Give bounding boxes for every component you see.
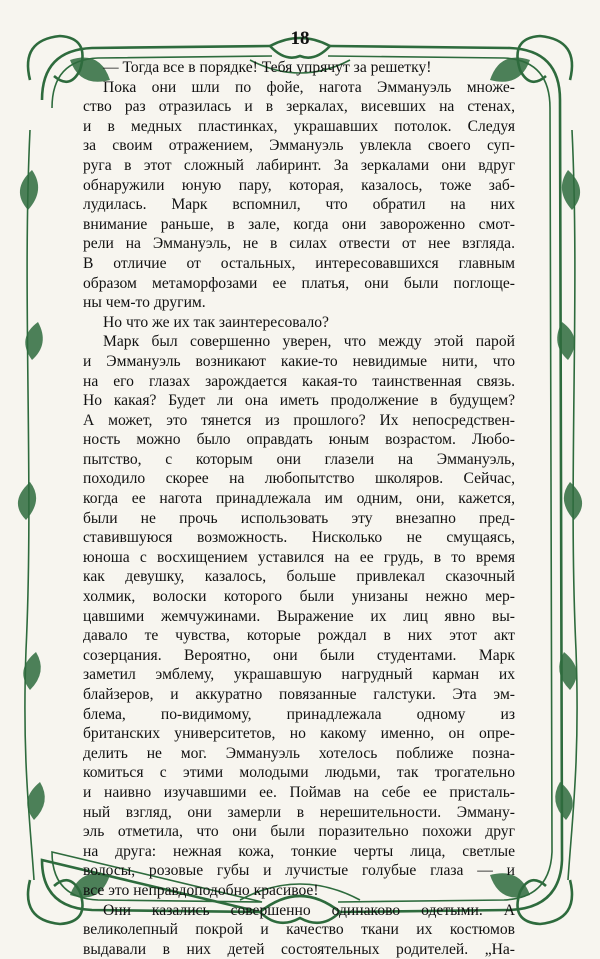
body-text [83, 58, 515, 959]
text-line: юноша с восхищением уставился на ее грудь, в то время [83, 548, 515, 566]
text-line: холмик, волоски которого были унизаны нежно мер- [83, 588, 515, 606]
text-line: и наивно изучавшими ее. Поймав на себе ее присталь- [83, 783, 515, 801]
text-line: давало те чувства, которые рождал в них этот акт [83, 627, 515, 645]
page-number: 18 [290, 28, 310, 49]
text-line: пытство, с которым они глазели на Эммануэль, [83, 450, 515, 468]
text-line: как девушку, казалось, больше привлекал сказочный [83, 568, 515, 586]
text-line: комиться с этими молодыми людьми, так трогательно [83, 764, 515, 782]
text-line: волосы, розовые губы и лучистые голубые глаза — и [83, 862, 515, 880]
text-line: на друга: нежная кожа, тонкие черты лица, светлые [83, 842, 515, 860]
text-line: великолепный покрой и качество ткани их костюмов [83, 921, 515, 939]
text-line: образом метаморфозами ее платья, они были поглоще- [83, 274, 515, 292]
text-line: были не прочь использовать эту внезапно пред- [83, 509, 515, 527]
text-line: внимание раньше, в зале, когда они завороженно смот- [83, 215, 515, 233]
text-line: ность можно было оправдать юным возрастом. Любо- [83, 431, 515, 449]
text-line: Марк был совершенно уверен, что между этой парой [103, 333, 515, 351]
text-line: — Тогда все в порядке! Тебя упрячут за решетку! [103, 59, 432, 76]
text-line: и Эммануэль возникают какие-то невидимые нити, что [83, 352, 515, 370]
text-line: Но какая? Будет ли она иметь продолжение в будущем? [83, 392, 515, 410]
text-line: цавшими жемчужинами. Выражение их лиц явно вы- [83, 607, 515, 625]
text-line: Они казались совершенно одинаково одетыми. А [103, 901, 515, 919]
text-line: и в медных пластинках, украшавших потолок. Следуя [83, 117, 515, 135]
text-line: Пока они шли по фойе, нагота Эммануэль множе- [103, 78, 515, 96]
text-line: блайзеров, и аккуратно повязанные галстуки. Эта эм- [83, 686, 515, 703]
text-line: обнаружили юную пару, которая, казалось, тоже заб- [83, 176, 515, 194]
text-line: В отличие от остальных, интересовавшихся главным [83, 254, 515, 272]
text-line: выдавали в них детей состоятельных родителей. „На- [83, 940, 515, 958]
text-line: руга в этот сложный лабиринт. За зеркалами они вдруг [83, 156, 515, 174]
text-line: когда ее нагота принадлежала им одним, они, кажется, [83, 490, 515, 508]
text-line: ставившуюся возможность. Нисколько не смущаясь, [83, 529, 515, 547]
text-line: все это неправдоподобно красивое! [83, 881, 319, 899]
text-line: делить не мог. Эммануэль хотелось поближе позна- [83, 744, 515, 762]
text-line: лудилась. Марк вспомнил, что обратил на них [83, 196, 515, 214]
text-line: А может, это тянется из прошлого? Их непосредствен- [83, 411, 515, 429]
text-line: ный взгляд, они замерли в нерешительности. Эмману- [83, 803, 515, 821]
text-line: на его глазах зарождается какая-то таинственная связь. [83, 372, 515, 390]
text-line: за своим отражением, Эммануэль увлекла своего суп- [83, 137, 515, 155]
text-line: британских университетов, но какому именно, он опре- [83, 725, 515, 743]
text-line: ство раз отразилась и в зеркалах, висевших на стенах, [83, 98, 515, 116]
text-line: Но что же их так заинтересовало? [103, 313, 329, 331]
text-line: рели на Эммануэль, не в силах отвести от нее взгляда. [83, 235, 515, 253]
text-line: блема, по-видимому, принадлежала одному из [83, 705, 515, 723]
text-line: эль отметила, что они были поразительно похожи друг [83, 823, 515, 841]
text-line: ны чем-то другим. [83, 294, 206, 312]
text-line: походило скорее на любопытство школяров. Сейчас, [83, 470, 515, 488]
text-line: заметил эмблему, украшавшую нагрудный карман их [83, 666, 515, 684]
text-line: созерцания. Вероятно, они были студентами. Марк [83, 646, 515, 664]
